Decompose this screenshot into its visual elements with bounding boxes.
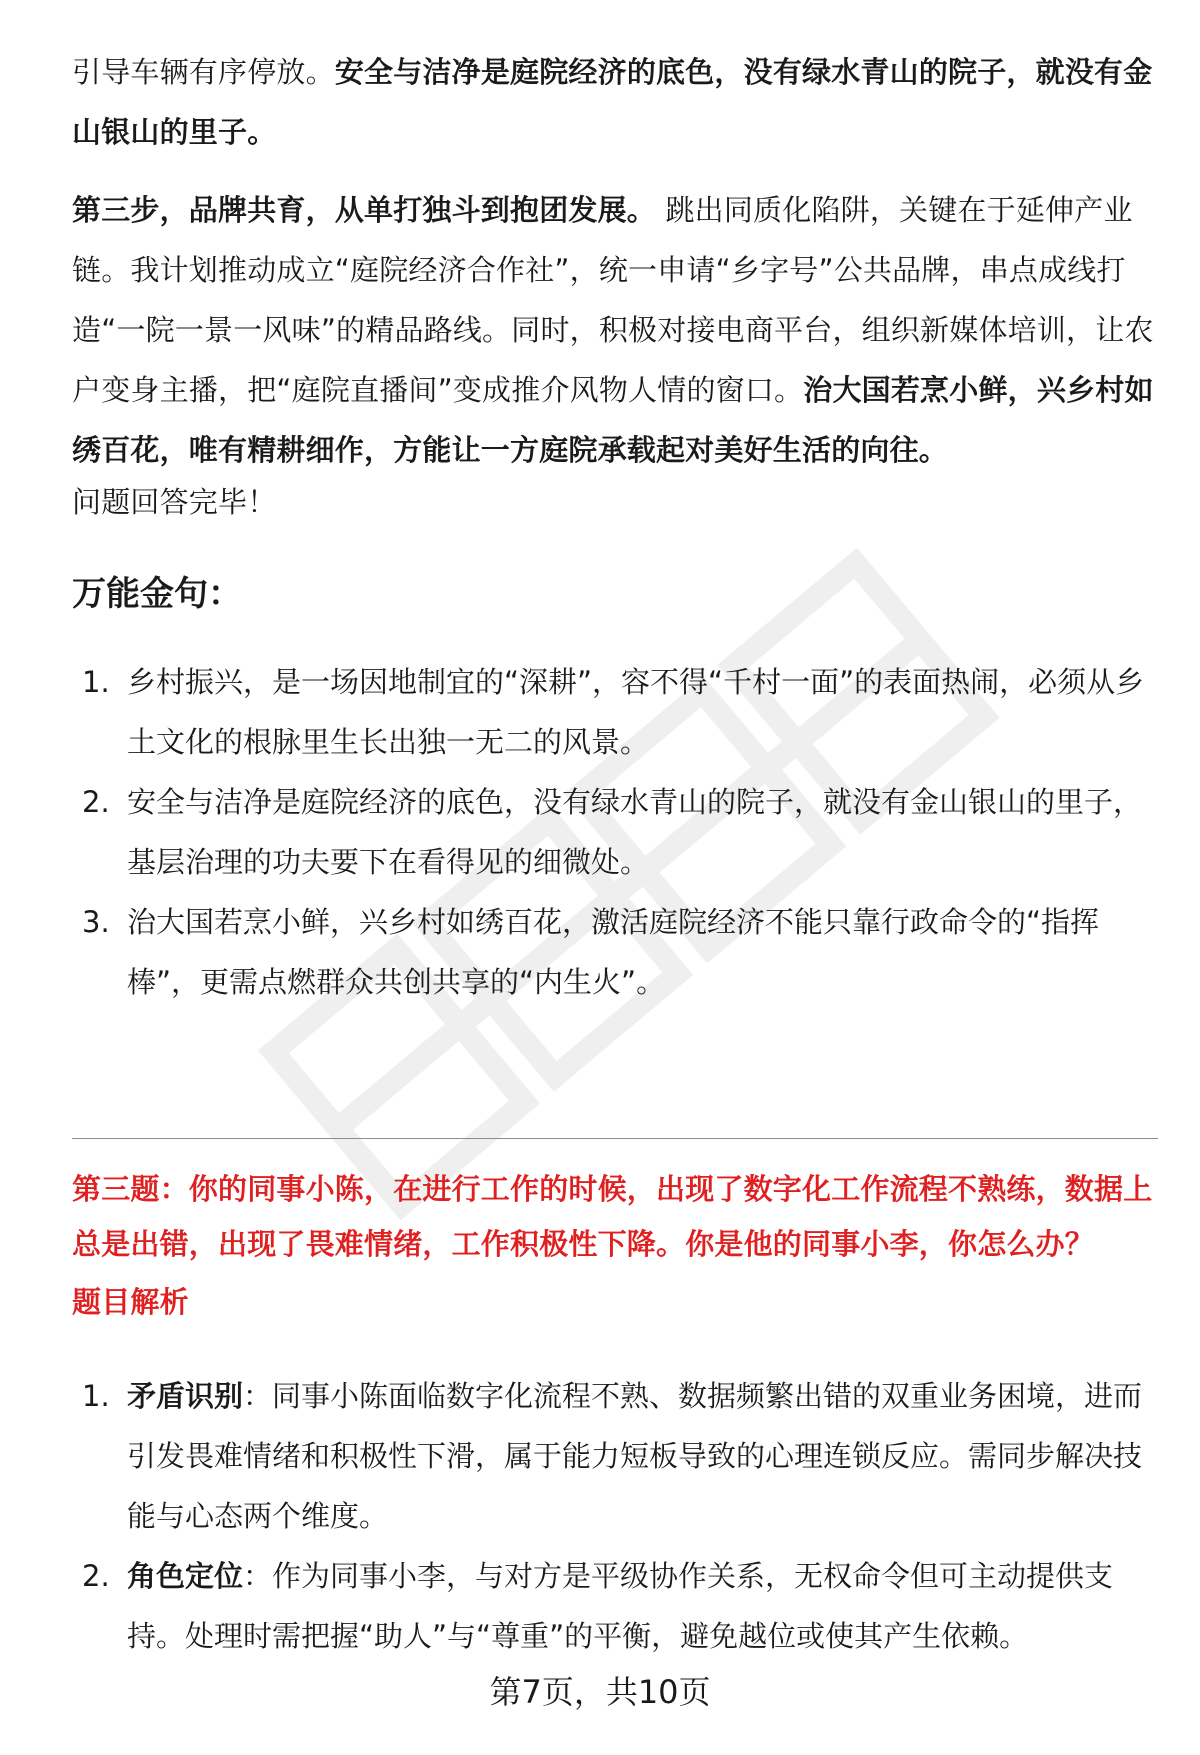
list-number: 3. [82, 905, 110, 939]
page-number-footer: 第7页，共10页 [489, 1673, 711, 1711]
paragraph-text: 跳出同质化陷阱，关键在于延伸产业链。我计划推动成立“庭院经济合作社”，统一申请“乡字号”公共品牌，串点成线打造“一院一景一风味”的精品路线。同时，积极对接电商平台，组织新媒体培训，让农户变身主播，把“庭院直播间”变成推介风物人情的窗口。 [72, 193, 1154, 407]
list-item [72, 1546, 1158, 1666]
golden-sentences-list [72, 652, 1158, 1012]
list-label: 矛盾识别 [127, 1379, 244, 1413]
closing-line: 问题回答完毕！ [72, 485, 277, 519]
list-number: 1. [82, 1379, 110, 1413]
list-item [72, 1366, 1158, 1546]
paragraph-emphasis: 安全与洁净是庭院经济的底色，没有绿水青山的院子，就没有金山银山的里子。 [72, 55, 1153, 149]
list-text: ：作为同事小李，与对方是平级协作关系，无权命令但可主动提供支持。处理时需把握“助人”与“尊重”的平衡，避免越位或使其产生依赖。 [127, 1559, 1114, 1653]
section-divider [72, 1138, 1158, 1139]
list-text: ：同事小陈面临数字化流程不熟、数据频繁出错的双重业务困境，进而引发畏难情绪和积极性下滑，属于能力短板导致的心理连锁反应。需同步解决技能与心态两个维度。 [127, 1379, 1143, 1533]
list-number: 1. [82, 665, 110, 699]
paragraph-step3 [72, 180, 1158, 480]
paragraph-step2-tail [72, 42, 1158, 162]
paragraph-emphasis: 治大国若烹小鲜，兴乡村如绣百花，唯有精耕细作，方能让一方庭院承载起对美好生活的向往。 [72, 373, 1154, 467]
list-label: 角色定位 [127, 1559, 244, 1593]
analysis-list [72, 1366, 1158, 1666]
list-text: 治大国若烹小鲜，兴乡村如绣百花，激活庭院经济不能只靠行政命令的“指挥棒”，更需点燃群众共创共享的“内生火”。 [127, 905, 1100, 999]
list-number: 2. [82, 1559, 110, 1593]
list-text: 安全与洁净是庭院经济的底色，没有绿水青山的院子，就没有金山银山的里子，基层治理的功夫要下在看得见的细微处。 [127, 785, 1143, 879]
step3-heading: 第三步，品牌共育，从单打独斗到抱团发展。 [72, 193, 657, 227]
list-text: 乡村振兴，是一场因地制宜的“深耕”，容不得“千村一面”的表面热闹，必须从乡土文化的根脉里生长出独一无二的风景。 [127, 665, 1145, 759]
list-item [72, 772, 1158, 892]
list-item [72, 652, 1158, 772]
list-number: 2. [82, 785, 110, 819]
golden-sentences-heading: 万能金句： [72, 574, 242, 614]
question3-title: 第三题：你的同事小陈，在进行工作的时候，出现了数字化工作流程不熟练，数据上总是出错，出现了畏难情绪，工作积极性下降。你是他的同事小李，你怎么办？ [72, 1172, 1153, 1261]
list-item [72, 892, 1158, 1012]
paragraph-text: 引导车辆有序停放。 [72, 55, 335, 89]
analysis-heading: 题目解析 [72, 1285, 189, 1319]
